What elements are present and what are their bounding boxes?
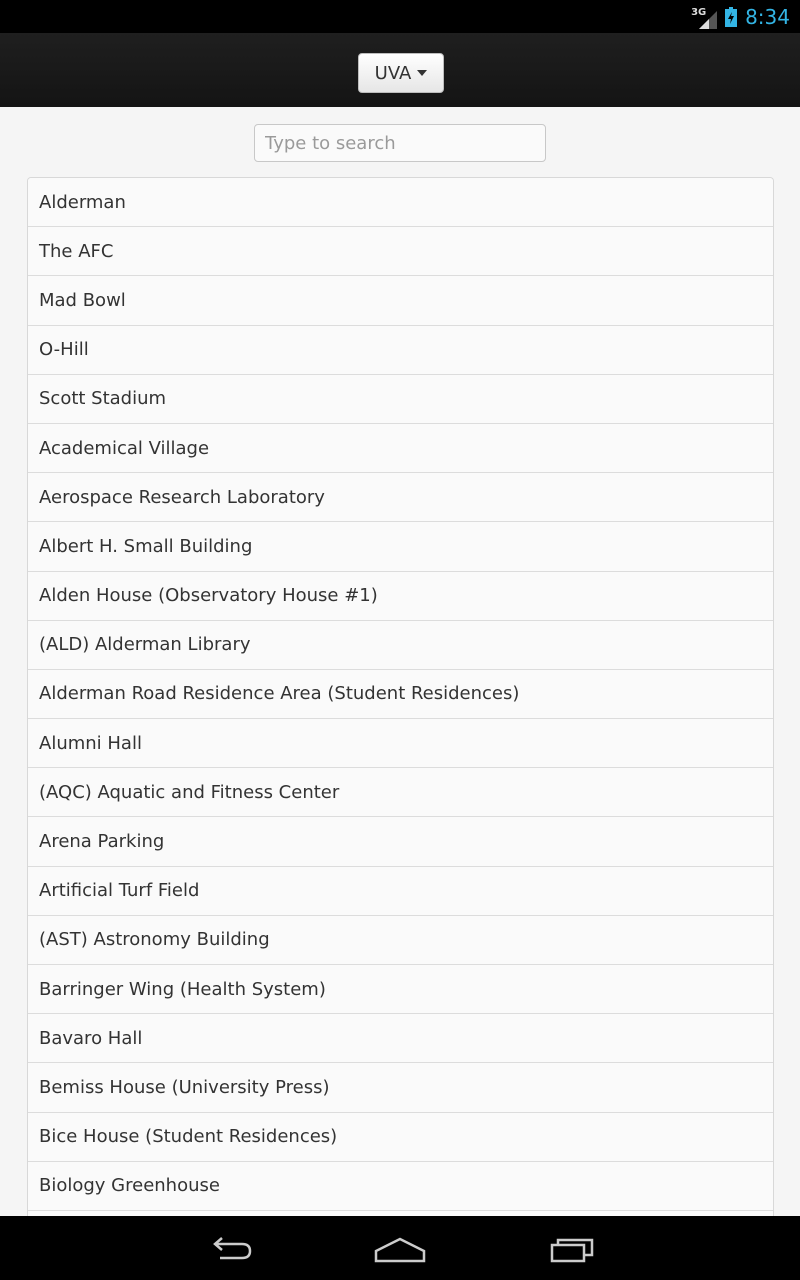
list-item-label: Alumni Hall bbox=[39, 732, 142, 754]
list-item[interactable] bbox=[28, 1113, 773, 1162]
battery-icon bbox=[725, 7, 737, 27]
list-item[interactable] bbox=[28, 621, 773, 670]
list-item[interactable] bbox=[28, 572, 773, 621]
list-item[interactable] bbox=[28, 522, 773, 571]
list-item-label: Barringer Wing (Health System) bbox=[39, 978, 326, 1000]
list-item-label: Bice House (Student Residences) bbox=[39, 1126, 338, 1148]
list-item[interactable] bbox=[28, 916, 773, 965]
back-icon bbox=[206, 1235, 254, 1263]
list-item[interactable] bbox=[28, 375, 773, 424]
clock: 8:34 bbox=[745, 4, 790, 29]
status-icons bbox=[691, 0, 790, 33]
list-item-label: Alden House (Observatory House #1) bbox=[39, 585, 378, 607]
list-item[interactable] bbox=[28, 473, 773, 522]
list-item[interactable] bbox=[28, 1162, 773, 1211]
list-item[interactable] bbox=[28, 768, 773, 817]
list-item[interactable] bbox=[28, 965, 773, 1014]
signal-icon bbox=[691, 5, 717, 29]
location-list bbox=[27, 177, 774, 1216]
recent-apps-icon bbox=[548, 1235, 596, 1263]
list-item-label: (AST) Astronomy Building bbox=[39, 929, 270, 951]
list-item[interactable] bbox=[28, 424, 773, 473]
list-item-label: Bemiss House (University Press) bbox=[39, 1076, 330, 1098]
list-item[interactable] bbox=[28, 227, 773, 276]
campus-selector-label: UVA bbox=[374, 62, 412, 84]
home-icon bbox=[372, 1235, 428, 1263]
campus-selector-button[interactable] bbox=[358, 53, 444, 93]
network-type-label: 3G bbox=[691, 6, 707, 18]
list-item-label: Alderman Road Residence Area (Student Residences) bbox=[39, 683, 520, 705]
list-item-label: The AFC bbox=[39, 240, 114, 262]
list-item[interactable] bbox=[28, 326, 773, 375]
list-item-label: Mad Bowl bbox=[39, 289, 126, 311]
recent-apps-button[interactable] bbox=[542, 1232, 602, 1266]
list-item[interactable] bbox=[28, 719, 773, 768]
list-item-label: O-Hill bbox=[39, 339, 89, 361]
list-item[interactable] bbox=[28, 1063, 773, 1112]
list-item[interactable] bbox=[28, 817, 773, 866]
list-item-label: Biology Greenhouse bbox=[39, 1175, 220, 1197]
list-item-label: Bavaro Hall bbox=[39, 1027, 143, 1049]
list-item[interactable] bbox=[28, 276, 773, 325]
list-item-label: Academical Village bbox=[39, 437, 210, 459]
list-item-label: Artificial Turf Field bbox=[39, 880, 200, 902]
list-item-label: (AQC) Aquatic and Fitness Center bbox=[39, 781, 340, 803]
search-input[interactable] bbox=[254, 124, 546, 162]
list-item[interactable] bbox=[28, 670, 773, 719]
home-button[interactable] bbox=[370, 1232, 430, 1266]
list-item-label: Alderman bbox=[39, 191, 126, 213]
navigation-bar bbox=[0, 1216, 800, 1280]
list-item-label: Arena Parking bbox=[39, 831, 165, 853]
list-item-label: (ALD) Alderman Library bbox=[39, 634, 251, 656]
back-button[interactable] bbox=[200, 1232, 260, 1266]
list-item[interactable] bbox=[28, 178, 773, 227]
action-bar bbox=[0, 33, 800, 107]
list-item-label: Aerospace Research Laboratory bbox=[39, 486, 325, 508]
status-bar bbox=[0, 0, 800, 33]
list-item[interactable] bbox=[28, 867, 773, 916]
list-item[interactable] bbox=[28, 1014, 773, 1063]
caret-down-icon bbox=[417, 70, 427, 76]
list-item-label: Scott Stadium bbox=[39, 388, 167, 410]
list-item-label: Albert H. Small Building bbox=[39, 535, 253, 557]
